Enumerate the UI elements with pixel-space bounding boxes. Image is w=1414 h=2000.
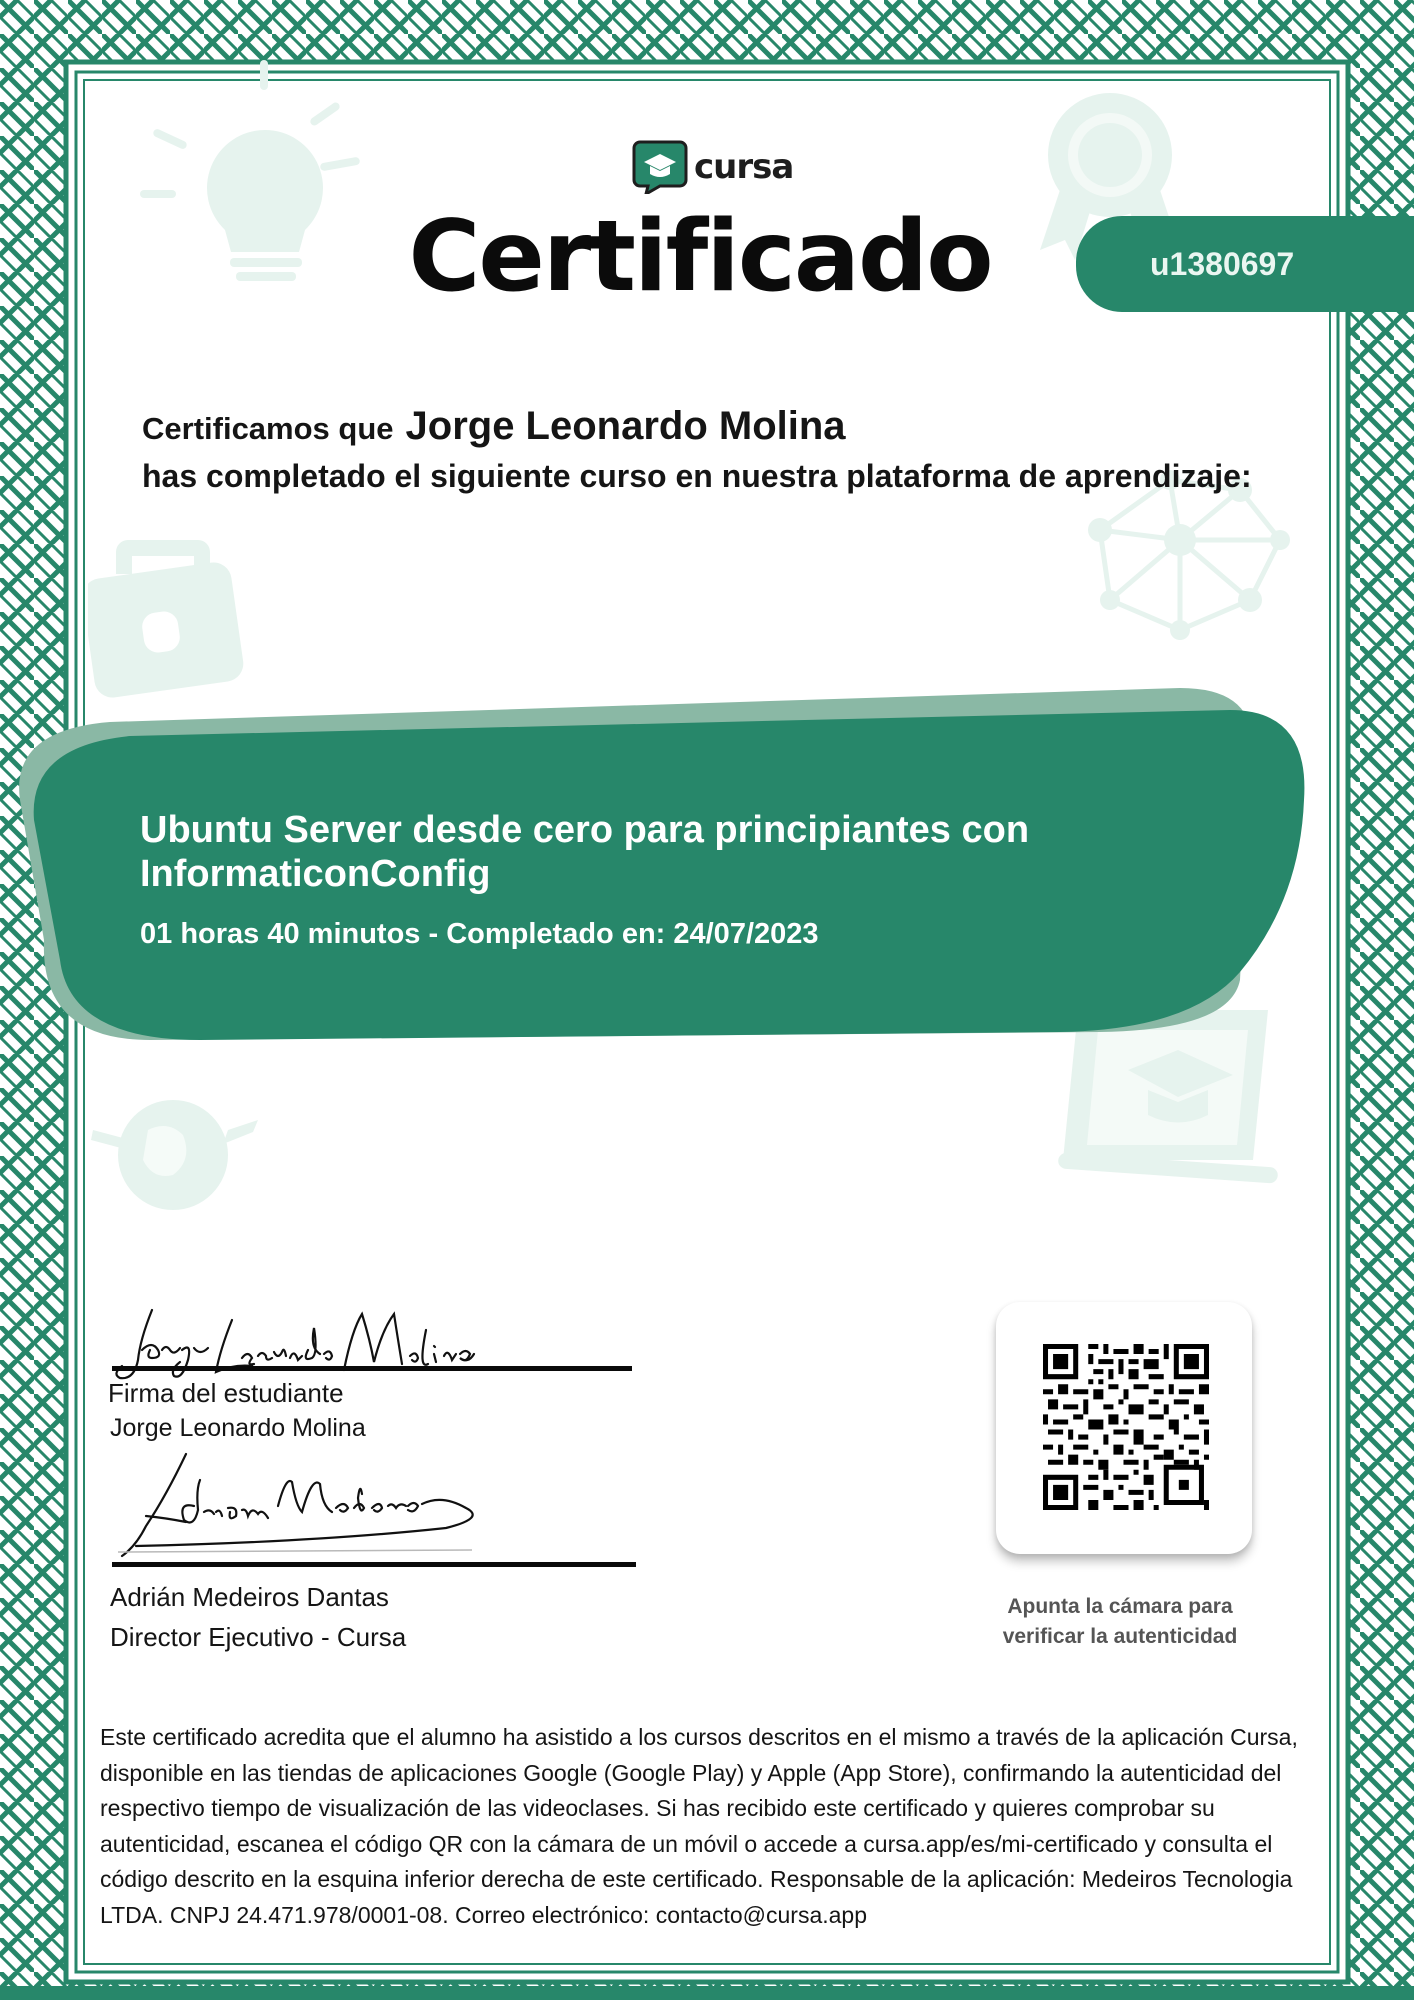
student-signature-line <box>112 1366 632 1371</box>
cursa-logo-icon <box>632 140 688 194</box>
legal-paragraph: Este certificado acredita que el alumno ha asistido a los cursos descritos en el mismo a través de la aplicación Cursa, disponible en las tiendas de aplicaciones Google (Google Play) y Apple (App Store), confirmando la autenticidad del respectivo tiempo de visualización de las videoclases. Si has recibido este certificado y quieres comprobar su autenticidad, escanea el código QR con la cámara de un móvil o accede a cursa.app/es/mi-certificado y consulta el código descrito en la esquina inferior derecha de este certificado. Responsable de la aplicación: Medeiros Tecnologia LTDA. CNPJ 24.471.978/0001-08. Correo electrónico: contacto@cursa.app <box>100 1724 1298 1928</box>
course-title <box>140 808 1140 896</box>
director-signature-line <box>112 1562 636 1567</box>
cursa-logo <box>632 140 793 194</box>
director-title: Director Ejecutivo - Cursa <box>110 1622 407 1652</box>
certificate-title: Certificado <box>408 200 992 314</box>
briefcase-icon <box>88 520 258 700</box>
director-name: Adrián Medeiros Dantas <box>110 1582 389 1612</box>
course-title-line1: Ubuntu Server desde cero para principiantes con <box>140 809 1030 851</box>
globe-icon <box>88 1090 268 1220</box>
student-signature-name: Jorge Leonardo Molina <box>110 1414 366 1442</box>
qr-caption-line1: Apunta la cámara para <box>1007 1595 1233 1618</box>
logo-text: cursa <box>694 147 794 187</box>
certification-statement <box>142 404 846 449</box>
certification-lead: Certificamos que <box>142 411 394 446</box>
completion-statement: has completado el siguiente curso en nuestra plataforma de aprendizaje: <box>142 458 1252 494</box>
student-signature-label: Firma del estudiante <box>108 1378 344 1408</box>
qr-code-icon <box>1043 1344 1209 1510</box>
qr-code-card <box>996 1302 1252 1554</box>
qr-caption <box>960 1592 1280 1652</box>
director-signature-underline <box>112 1540 532 1560</box>
student-signature <box>112 1300 502 1390</box>
course-duration-date: 01 horas 40 minutos - Completado en: 24/07/2023 <box>140 918 819 950</box>
qr-caption-line2: verificar la autenticidad <box>1002 1625 1238 1648</box>
course-title-line2: InformaticonConfig <box>140 853 491 895</box>
certificate-code: u1380697 <box>1150 246 1295 282</box>
student-name: Jorge Leonardo Molina <box>405 404 846 448</box>
